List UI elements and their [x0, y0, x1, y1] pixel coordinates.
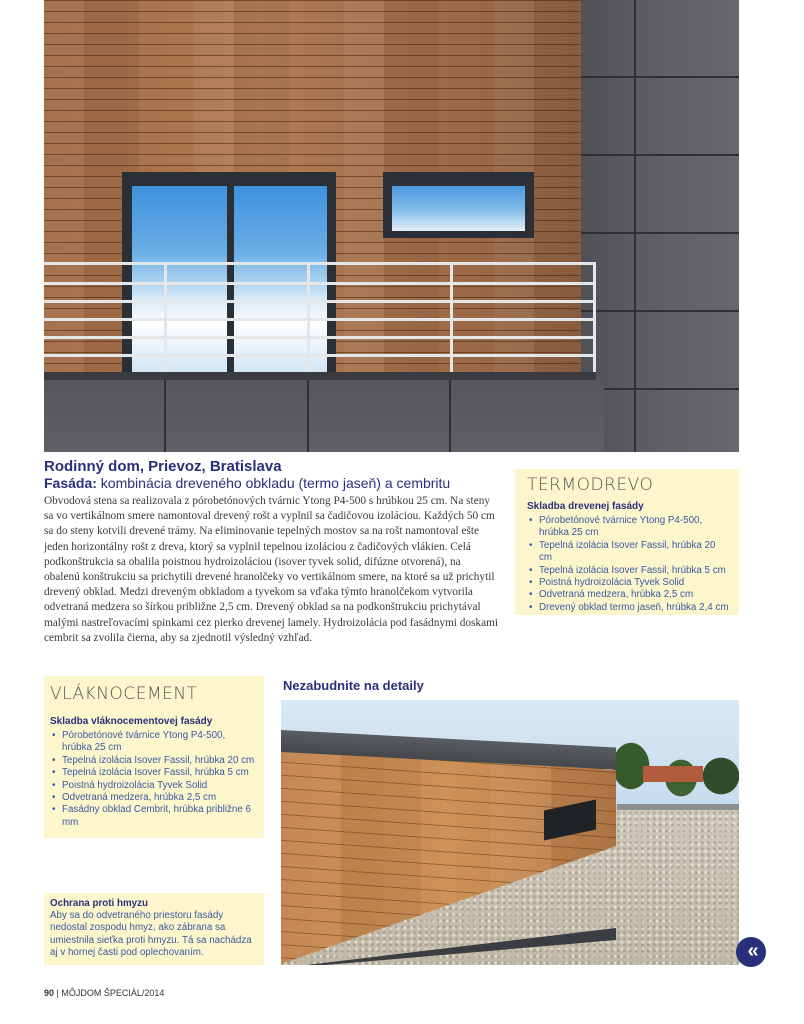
insect-protection-box	[44, 893, 264, 965]
insect-protection-title: Ochrana proti hmyzu	[50, 898, 148, 909]
facade-photo	[44, 0, 739, 452]
small-window	[383, 172, 534, 238]
window-pane	[234, 186, 327, 376]
railing-post	[593, 262, 596, 374]
article-title: Rodinný dom, Prievoz, Bratislava	[44, 458, 282, 475]
railing-post	[164, 262, 167, 374]
termodrevo-title: TERMODREVO	[527, 475, 654, 495]
article-body: Obvodová stena sa realizovala z pórobetónových tvárnic Ytong P4-500 s hrúbkou 25 cm. Na steny sa vo vertikálnom smere namontoval drevený rošt a vyplnil sa čadičovou izoláciou. Každých 50 cm sa do steny kotvili drevené trámy. Na eliminovanie tepelných mostov sa na rošt namontoval ešte jeden horizontálny rošt z dreva, ktorý sa vyplnil tepelnou izoláciou z čadičových vlákien. Celá podkonštrukcia sa obalila poistnou hydroizoláciou (isover tyvek solid, difúzne otvorená), na obalenú konštrukciu sa prichytili drevené hranolčeky vo vertikálnom smere, na ktoré sa už prichytil drevený obklad. Medzi dreveným obkladom a tyvekom sa vďaka týmto hranolčekom vytvorila odvetraná medzera so šírkou približne 2,5 cm. Drevený obklad sa na podkonštrukciu prichytával malými nastreľovacími spinkami cez pierko drevenej lamely. Hydroizolácia pod fasádnymi doskami cembrit sa zvolila čierna, aby sa zjednotil výsledný vzhľad.	[44, 495, 499, 644]
termodrevo-subtitle: Skladba drevenej fasády	[527, 501, 644, 512]
list-item: • Odvetraná medzera, hrúbka 2,5 cm	[50, 792, 256, 804]
balcony-edge	[44, 372, 596, 380]
list-item: • Tepelná izolácia Isover Fassil, hrúbka 5 cm	[50, 767, 256, 779]
facade-label: Fasáda:	[44, 475, 97, 491]
page-number: 90	[44, 988, 55, 998]
vlaknocement-title: VLÁKNOCEMENT	[50, 684, 198, 704]
facade-description: kombinácia dreveného obkladu (termo jaseň) a cembritu	[96, 475, 451, 491]
list-item: • Fasádny obklad Cembrit, hrúbka približne 6 mm	[50, 804, 256, 829]
list-item: • Tepelná izolácia Isover Fassil, hrúbka 20 cm	[527, 540, 729, 565]
vlaknocement-box	[44, 676, 264, 838]
list-item: • Odvetraná medzera, hrúbka 2,5 cm	[527, 589, 729, 601]
list-item: • Poistná hydroizolácia Tyvek Solid	[50, 780, 256, 792]
cement-panels	[581, 0, 739, 452]
far-parapet	[617, 804, 739, 810]
balcony-door-window	[122, 172, 336, 377]
railing-bar	[44, 262, 596, 265]
insect-protection-text: Aby sa do odvetraného priestoru fasády nedostal zospodu hmyz, ako zábrana sa umiestnila sieťka proti hmyzu. Tá sa nachádza aj v hornej časti pod oplechovaním.	[50, 910, 252, 959]
facade-subtitle	[44, 475, 450, 491]
termodrevo-box	[515, 469, 739, 615]
publication-name: MÔJDOM ŠPECIÁL/2014	[61, 988, 165, 998]
neighbor-roof	[643, 766, 703, 782]
footer-separator: |	[56, 988, 59, 998]
railing-bar	[44, 318, 596, 321]
list-item: • Tepelná izolácia Isover Fassil, hrúbka 20 cm	[50, 755, 256, 767]
list-item: • Tepelná izolácia Isover Fassil, hrúbka 5 cm	[527, 565, 729, 577]
page-footer	[44, 988, 164, 998]
railing-post	[450, 262, 453, 374]
railing-bar	[44, 354, 596, 357]
vlaknocement-subtitle: Skladba vláknocementovej fasády	[50, 716, 213, 727]
window-pane	[392, 186, 525, 231]
vlaknocement-list	[50, 730, 256, 829]
railing-bar	[44, 300, 596, 303]
list-item: • Poistná hydroizolácia Tyvek Solid	[527, 577, 729, 589]
railing-post	[307, 262, 310, 374]
detail-heading: Nezabudnite na detaily	[283, 678, 424, 693]
railing-bar	[44, 282, 596, 285]
list-item: • Drevený obklad termo jaseň, hrúbka 2,4 cm	[527, 602, 729, 614]
previous-page-button[interactable]: «	[736, 937, 766, 967]
list-item: • Pórobetónové tvárnice Ytong P4-500, hrúbka 25 cm	[50, 730, 256, 755]
window-pane	[132, 186, 227, 376]
cement-base-panels	[44, 380, 604, 452]
railing-bar	[44, 336, 596, 339]
list-item: • Pórobetónové tvárnice Ytong P4-500, hrúbka 25 cm	[527, 515, 729, 540]
termodrevo-list	[527, 515, 729, 614]
detail-photo	[281, 700, 739, 965]
